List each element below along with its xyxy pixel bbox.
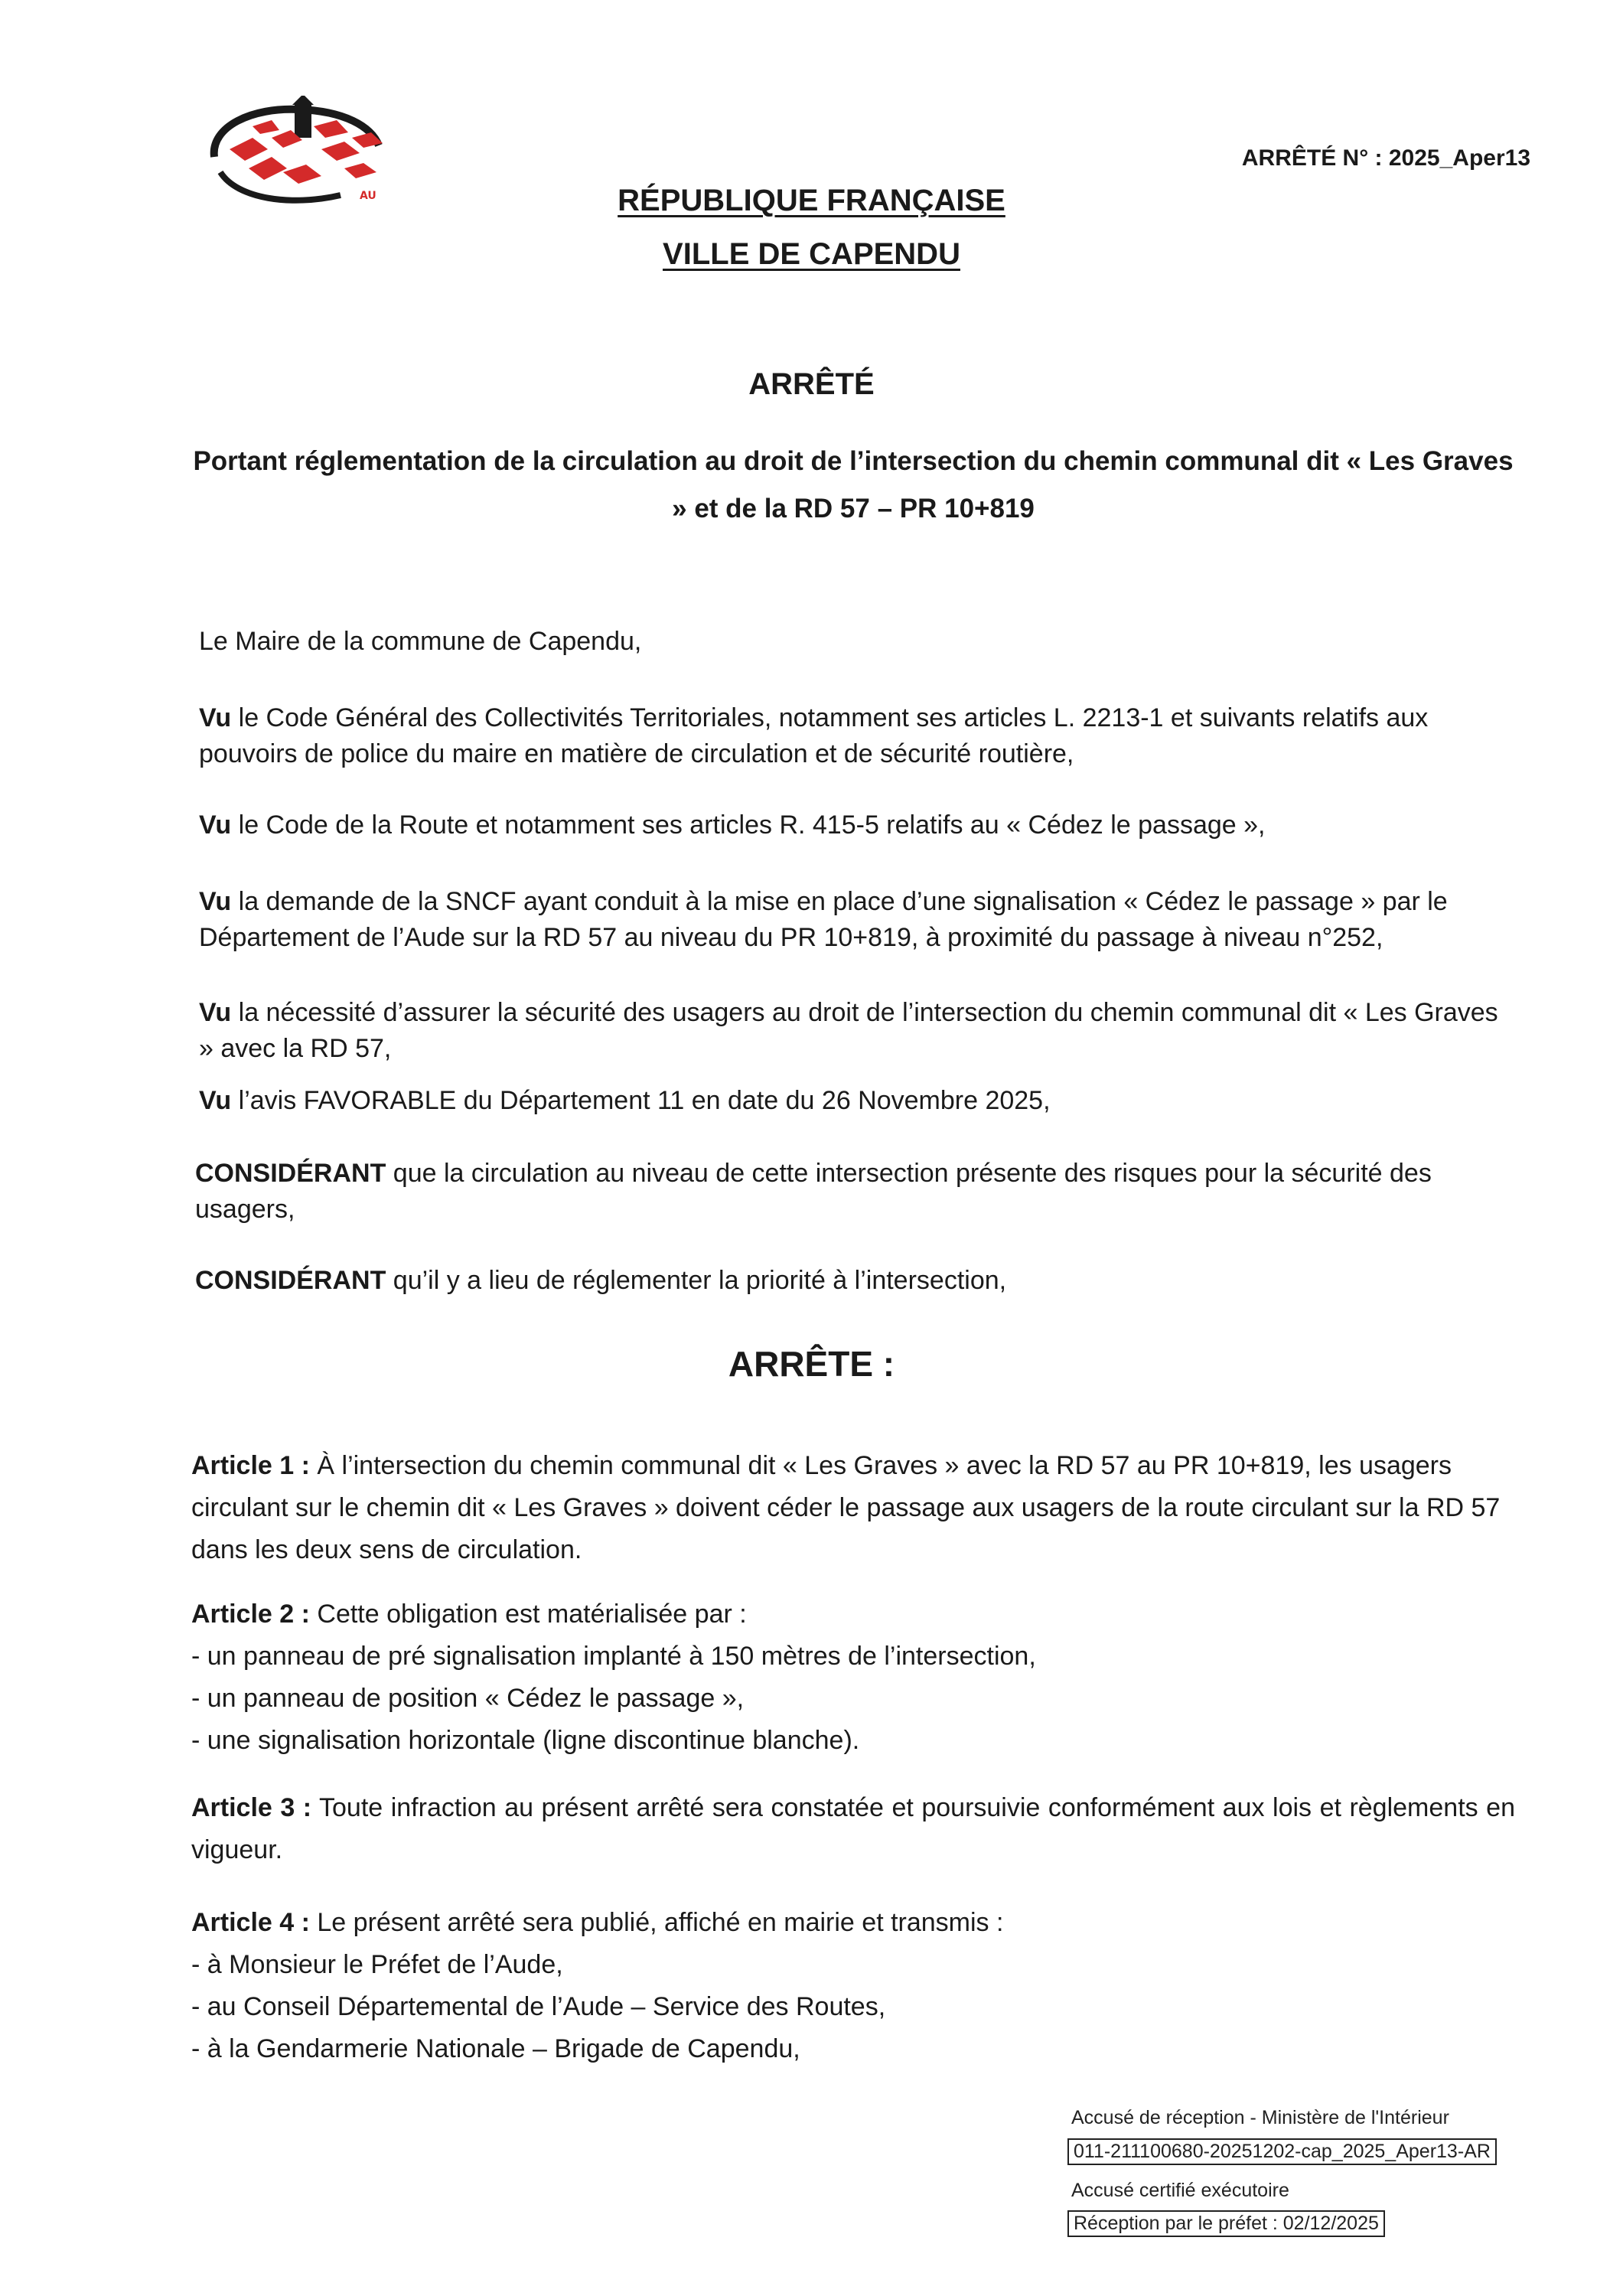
list-item: - au Conseil Départemental de l’Aude – Service des Routes, [191,1992,886,2021]
ack-reception-date: Réception par le préfet : 02/12/2025 [1067,2210,1385,2237]
list-item: - à Monsieur le Préfet de l’Aude, [191,1950,563,1979]
consideration: Vu la demande de la SNCF ayant conduit à la mise en place d’une signalisation « Cédez le passage » par le Département de l’Aude sur la RD 57 au niveau du PR 10+819, à proximité du passage à niveau n°252, [199,887,1448,952]
list-item: - une signalisation horizontale (ligne discontinue blanche). [191,1726,860,1755]
consideration: CONSIDÉRANT qu’il y a lieu de réglementer la priorité à l’intersection, [195,1266,1007,1295]
list-item: - un panneau de pré signalisation implanté à 150 mètres de l’intersection, [191,1642,1036,1671]
consideration: Vu le Code de la Route et notamment ses articles R. 415-5 relatifs au « Cédez le passage », [199,810,1266,840]
arrete-number: ARRÊTÉ N° : 2025_Aper13 [1241,145,1530,171]
article-1: Article 1 : À l’intersection du chemin communal dit « Les Graves » avec la RD 57 au PR 10+819, les usagers circulant sur le chemin dit « Les Graves » doivent céder le passage aux usagers de la route circulant sur la RD 57 dans les deux sens de circulation. [191,1451,1501,1564]
consideration: CONSIDÉRANT que la circulation au niveau de cette intersection présente des risques pour la sécurité des usagers, [195,1159,1432,1224]
decision-heading: ARRÊTE : [728,1344,895,1384]
article-4: Article 4 : Le présent arrêté sera publié, affiché en mairie et transmis : - à Monsieur le Préfet de l’Aude, - au Conseil Départemental de l’Aude – Service des Routes, - à la Gendarmerie Nationale – Brigade de Capendu, [191,1902,1515,2070]
country-heading: RÉPUBLIQUE FRANÇAISE [618,184,1005,217]
article-2: Article 2 : Cette obligation est matérialisée par : - un panneau de pré signalisation implanté à 150 mètres de l’intersection, - un panneau de position « Cédez le passage », - une signalisation horizontale (ligne discontinue blanche). [191,1593,1515,1762]
document-title: ARRÊTÉ [748,367,875,401]
ack-certified: Accusé certifié exécutoire [1071,2180,1289,2201]
article-3: Article 3 : Toute infraction au présent arrêté sera constatée et poursuivie conformément aux lois et règlements en vigueur. [191,1793,1515,1864]
intro-line: Le Maire de la commune de Capendu, [199,627,642,656]
town-heading: VILLE DE CAPENDU [663,237,960,271]
document-subject: Portant réglementation de la circulation au droit de l’intersection du chemin communal dit « Les Graves » et de la RD 57 – PR 10+819 [193,446,1514,523]
ack-line: Accusé de réception - Ministère de l'Intérieur [1071,2107,1449,2128]
list-item: - un panneau de position « Cédez le passage », [191,1684,745,1713]
ack-reference: 011-211100680-20251202-cap_2025_Aper13-AR [1067,2138,1497,2165]
list-item: - à la Gendarmerie Nationale – Brigade de Capendu, [191,2034,800,2063]
consideration: Vu la nécessité d’assurer la sécurité des usagers au droit de l’intersection du chemin communal dit « Les Graves » avec la RD 57, [199,998,1498,1063]
consideration: Vu l’avis FAVORABLE du Département 11 en date du 26 Novembre 2025, [199,1086,1051,1115]
svg-text:AU: AU [360,190,376,202]
consideration: Vu le Code Général des Collectivités Territoriales, notamment ses articles L. 2213-1 et suivants relatifs aux pouvoirs de police du maire en matière de circulation et de sécurité routière, [199,703,1429,768]
